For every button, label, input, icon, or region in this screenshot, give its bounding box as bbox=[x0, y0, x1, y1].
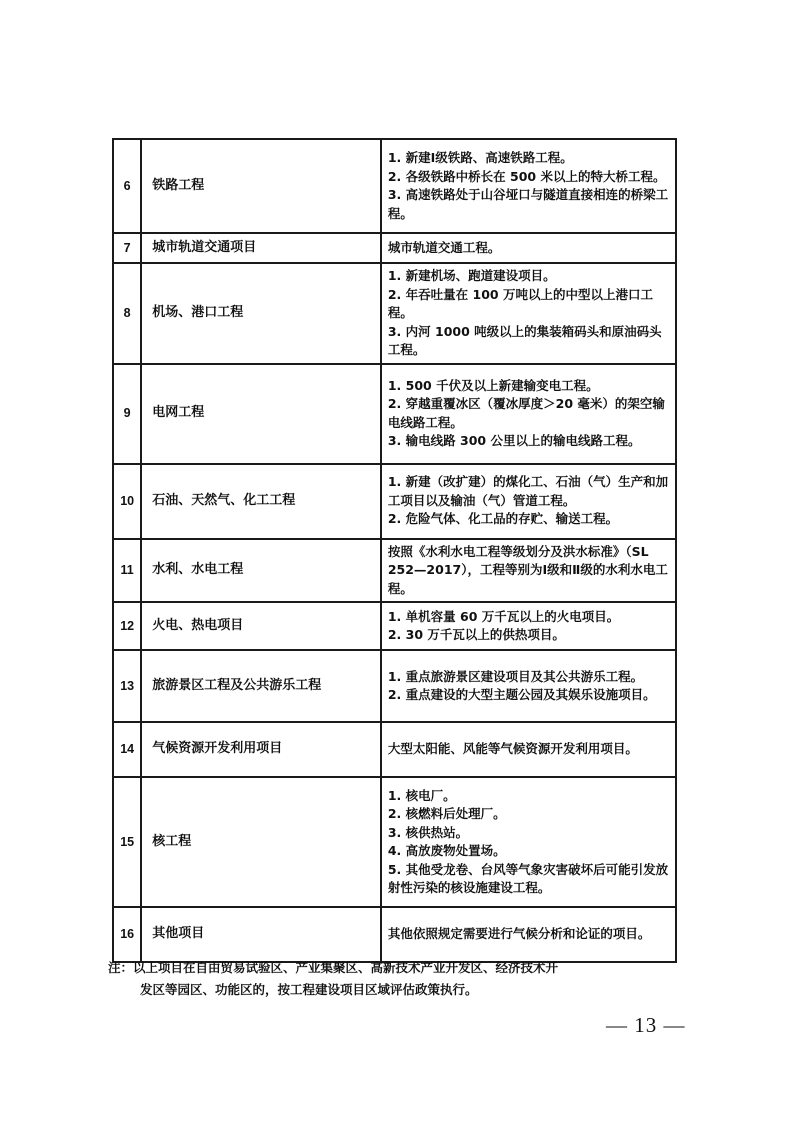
footnote bbox=[108, 957, 688, 1001]
scope-item: 城市轨道交通工程。 bbox=[387, 239, 501, 255]
project-category: 铁路工程 bbox=[141, 139, 381, 233]
project-category: 其他项目 bbox=[141, 907, 381, 962]
table-row bbox=[113, 602, 676, 650]
scope-item: 4. 高放废物处置场。 bbox=[387, 843, 506, 858]
row-number: 15 bbox=[113, 777, 141, 907]
scope-item: 1. 新建Ⅰ级铁路、高速铁路工程。 bbox=[387, 150, 573, 165]
scope-item: 2. 穿越重覆冰区（覆冰厚度＞20 毫米）的架空输电线路工程。 bbox=[387, 396, 665, 430]
scope-item: 1. 新建机场、跑道建设项目。 bbox=[387, 268, 556, 283]
table-row bbox=[113, 233, 676, 263]
project-scope bbox=[381, 722, 676, 777]
project-category: 机场、港口工程 bbox=[141, 263, 381, 364]
project-category: 旅游景区工程及公共游乐工程 bbox=[141, 650, 381, 722]
scope-item: 3. 核供热站。 bbox=[387, 824, 469, 840]
scope-item: 1. 单机容量 60 万千瓦以上的火电项目。 bbox=[387, 608, 620, 624]
row-number: 7 bbox=[113, 233, 141, 263]
project-scope bbox=[381, 464, 676, 539]
scope-item: 大型太阳能、风能等气候资源开发利用项目。 bbox=[387, 741, 638, 757]
table-row bbox=[113, 139, 676, 233]
project-scope bbox=[381, 364, 676, 464]
project-category: 城市轨道交通项目 bbox=[141, 233, 381, 263]
project-category: 水利、水电工程 bbox=[141, 539, 381, 603]
table-row bbox=[113, 364, 676, 464]
scope-item: 按照《水利水电工程等级划分及洪水标准》（SL 252—2017），工程等别为Ⅰ级和Ⅱ级的水利水电工程。 bbox=[387, 543, 668, 596]
page-number: — 13 — bbox=[606, 1013, 686, 1037]
project-table bbox=[112, 138, 677, 963]
project-table-body bbox=[113, 139, 676, 962]
scope-item: 其他依照规定需要进行气候分析和论证的项目。 bbox=[387, 926, 651, 942]
row-number: 10 bbox=[113, 464, 141, 539]
table-row bbox=[113, 464, 676, 539]
project-scope bbox=[381, 233, 676, 263]
table-row bbox=[113, 650, 676, 722]
project-scope bbox=[381, 139, 676, 233]
scope-item: 1. 重点旅游景区建设项目及其公共游乐工程。 bbox=[387, 668, 644, 684]
scope-item: 1. 新建（改扩建）的煤化工、石油（气）生产和加工项目以及输油（气）管道工程。 bbox=[387, 474, 669, 508]
scope-item: 3. 输电线路 300 公里以上的输电线路工程。 bbox=[387, 433, 641, 448]
project-category: 电网工程 bbox=[141, 364, 381, 464]
scope-item: 3. 高速铁路处于山谷垭口与隧道直接相连的桥梁工程。 bbox=[387, 187, 669, 221]
table-row bbox=[113, 263, 676, 364]
row-number: 6 bbox=[113, 139, 141, 233]
row-number: 16 bbox=[113, 907, 141, 962]
project-category: 石油、天然气、化工工程 bbox=[141, 464, 381, 539]
row-number: 8 bbox=[113, 263, 141, 364]
project-scope bbox=[381, 777, 676, 907]
row-number: 11 bbox=[113, 539, 141, 603]
scope-item: 2. 危险气体、化工品的存贮、输送工程。 bbox=[387, 511, 619, 527]
row-number: 14 bbox=[113, 722, 141, 777]
scope-item: 2. 核燃料后处理厂。 bbox=[387, 806, 506, 821]
project-scope bbox=[381, 907, 676, 962]
scope-item: 2. 年吞吐量在 100 万吨以上的中型以上港口工程。 bbox=[387, 286, 653, 320]
scope-item: 2. 30 万千瓦以上的供热项目。 bbox=[387, 627, 565, 642]
row-number: 9 bbox=[113, 364, 141, 464]
scope-item: 2. 各级铁路中桥长在 500 米以上的特大桥工程。 bbox=[387, 168, 666, 184]
row-number: 13 bbox=[113, 650, 141, 722]
project-scope bbox=[381, 539, 676, 603]
scope-item: 1. 核电厂。 bbox=[387, 787, 456, 803]
table-row bbox=[113, 907, 676, 962]
table-row bbox=[113, 722, 676, 777]
scope-item: 2. 重点建设的大型主题公园及其娱乐设施项目。 bbox=[387, 687, 656, 702]
project-scope bbox=[381, 650, 676, 722]
scope-item: 5. 其他受龙卷、台风等气象灾害破坏后可能引发放射性污染的核设施建设工程。 bbox=[387, 861, 669, 895]
project-scope bbox=[381, 263, 676, 364]
project-category: 火电、热电项目 bbox=[141, 602, 381, 650]
project-scope bbox=[381, 602, 676, 650]
scope-item: 3. 内河 1000 吨级以上的集装箱码头和原油码头工程。 bbox=[387, 323, 662, 357]
row-number: 12 bbox=[113, 602, 141, 650]
project-category: 核工程 bbox=[141, 777, 381, 907]
scope-item: 1. 500 千伏及以上新建输变电工程。 bbox=[387, 377, 599, 393]
table-row bbox=[113, 539, 676, 603]
table-row bbox=[113, 777, 676, 907]
footnote-line-1: 注：以上项目在自由贸易试验区、产业集聚区、高新技术产业开发区、经济技术开 bbox=[108, 960, 559, 975]
project-category: 气候资源开发利用项目 bbox=[141, 722, 381, 777]
footnote-line-2: 发区等园区、功能区的，按工程建设项目区域评估政策执行。 bbox=[140, 982, 478, 997]
